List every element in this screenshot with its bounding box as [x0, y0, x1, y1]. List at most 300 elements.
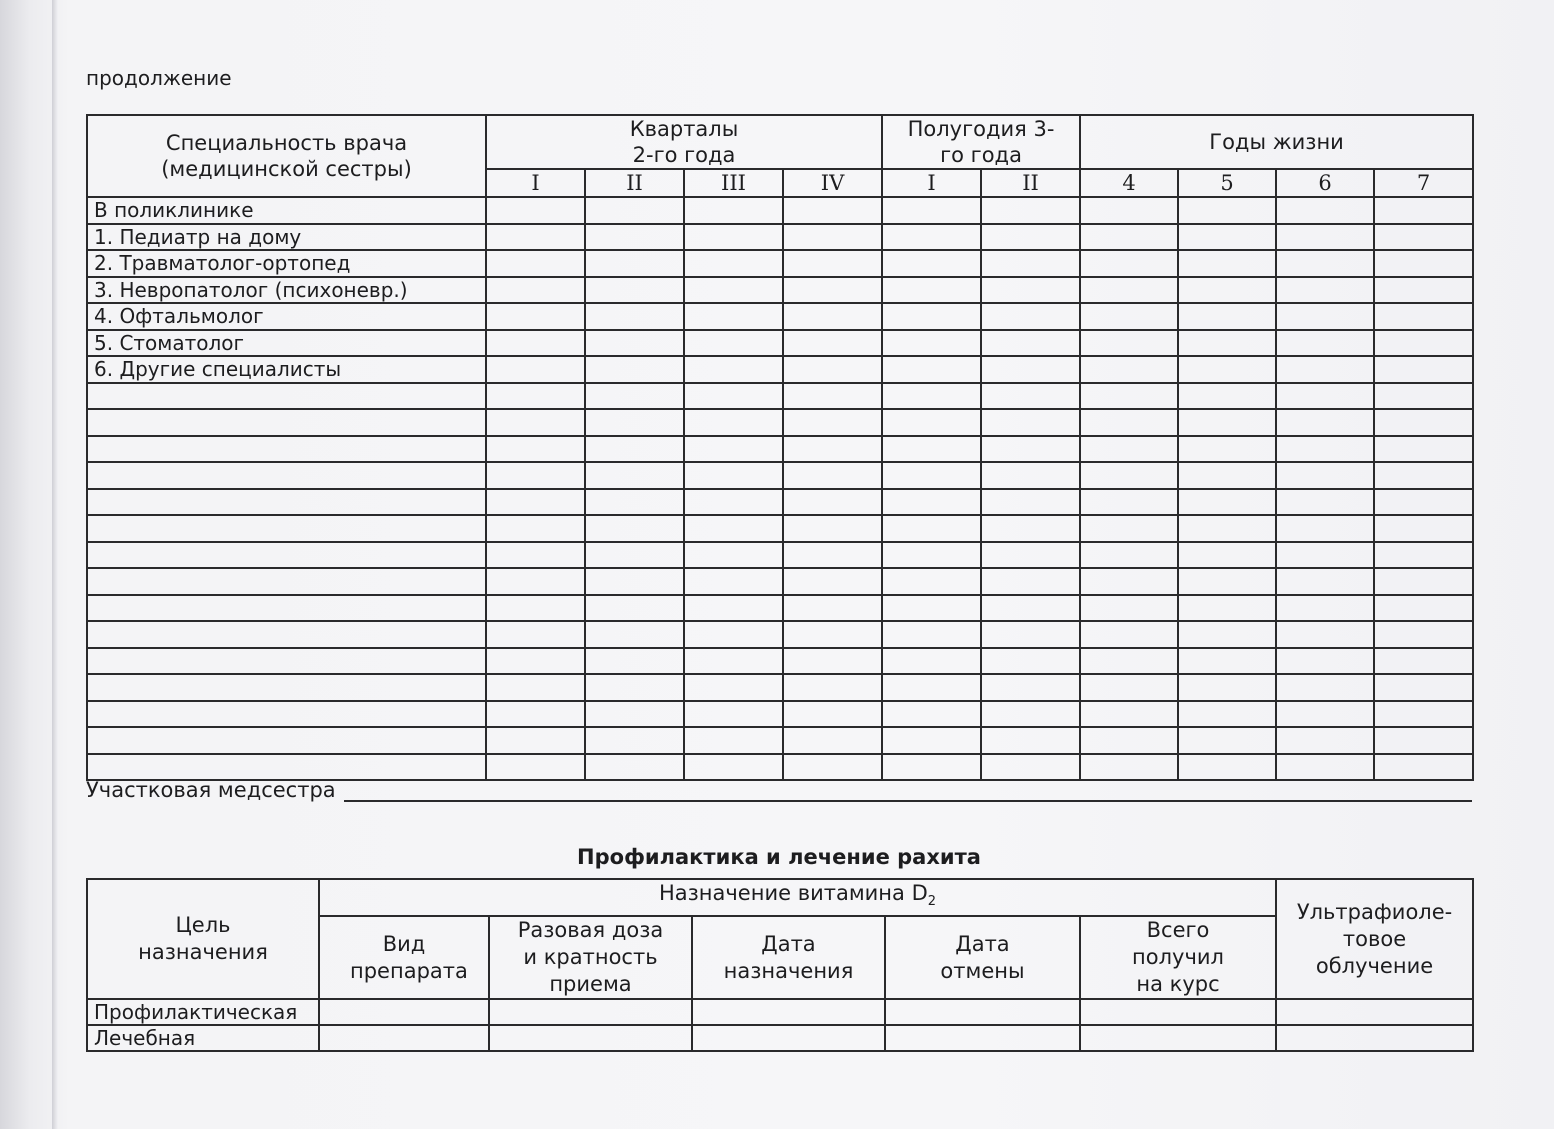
entry-cell[interactable]: [783, 330, 882, 357]
entry-cell[interactable]: [882, 754, 981, 781]
table-row: [87, 462, 1473, 489]
entry-cell[interactable]: [882, 462, 981, 489]
entry-cell[interactable]: [1080, 999, 1276, 1025]
entry-cell[interactable]: [585, 250, 684, 277]
total-header: Всего получил на курс: [1080, 916, 1276, 999]
specialist-name: [87, 383, 486, 410]
entry-cell[interactable]: [319, 1025, 489, 1051]
entry-cell[interactable]: [1178, 568, 1276, 595]
halfyears-header: Полугодия 3-го года: [882, 115, 1080, 169]
entry-cell[interactable]: [1276, 277, 1374, 304]
entry-cell[interactable]: [1374, 250, 1473, 277]
entry-cell[interactable]: [684, 197, 783, 224]
specialist-name: 6. Другие специалисты: [87, 356, 486, 383]
entry-cell[interactable]: [1374, 356, 1473, 383]
entry-cell[interactable]: [1276, 701, 1374, 728]
entry-cell[interactable]: [1374, 303, 1473, 330]
specialist-name: [87, 436, 486, 463]
entry-cell[interactable]: [585, 595, 684, 622]
entry-cell[interactable]: [585, 489, 684, 516]
entry-cell[interactable]: [882, 224, 981, 251]
entry-cell[interactable]: [882, 701, 981, 728]
entry-cell[interactable]: [1178, 250, 1276, 277]
entry-cell[interactable]: [981, 462, 1080, 489]
years-header: Годы жизни: [1080, 115, 1473, 169]
entry-cell[interactable]: [1276, 462, 1374, 489]
entry-cell[interactable]: [1374, 489, 1473, 516]
entry-cell[interactable]: [1178, 383, 1276, 410]
specialist-name: [87, 542, 486, 569]
entry-cell[interactable]: [486, 648, 585, 675]
entry-cell[interactable]: [585, 754, 684, 781]
entry-cell[interactable]: [1080, 330, 1178, 357]
entry-cell[interactable]: [1178, 754, 1276, 781]
entry-cell[interactable]: [885, 1025, 1080, 1051]
entry-cell[interactable]: [684, 701, 783, 728]
entry-cell[interactable]: [981, 754, 1080, 781]
entry-cell[interactable]: [585, 356, 684, 383]
entry-cell[interactable]: [1374, 277, 1473, 304]
entry-cell[interactable]: [1178, 595, 1276, 622]
entry-cell[interactable]: [1374, 595, 1473, 622]
entry-cell[interactable]: [1080, 224, 1178, 251]
entry-cell[interactable]: [981, 648, 1080, 675]
entry-cell[interactable]: [1276, 568, 1374, 595]
entry-cell[interactable]: [585, 383, 684, 410]
entry-cell[interactable]: [585, 674, 684, 701]
entry-cell[interactable]: [1276, 250, 1374, 277]
entry-cell[interactable]: [981, 595, 1080, 622]
specialist-name: [87, 754, 486, 781]
entry-cell[interactable]: [783, 489, 882, 516]
table-row: [87, 568, 1473, 595]
period-header: I: [882, 169, 981, 197]
table-row: [87, 197, 1473, 224]
entry-cell[interactable]: [882, 515, 981, 542]
goal-name: Профилактическая: [87, 999, 319, 1025]
entry-cell[interactable]: [486, 674, 585, 701]
entry-cell[interactable]: [1374, 568, 1473, 595]
table-row: [87, 999, 1473, 1025]
entry-cell[interactable]: [783, 595, 882, 622]
entry-cell[interactable]: [882, 330, 981, 357]
entry-cell[interactable]: [1080, 568, 1178, 595]
table-row: [87, 277, 1473, 304]
specialist-name: [87, 515, 486, 542]
entry-cell[interactable]: [882, 568, 981, 595]
entry-cell[interactable]: [1080, 674, 1178, 701]
entry-cell[interactable]: [981, 542, 1080, 569]
entry-cell[interactable]: [882, 409, 981, 436]
entry-cell[interactable]: [684, 462, 783, 489]
entry-cell[interactable]: [1178, 330, 1276, 357]
entry-cell[interactable]: [882, 542, 981, 569]
entry-cell[interactable]: [783, 542, 882, 569]
entry-cell[interactable]: [1276, 595, 1374, 622]
entry-cell[interactable]: [1374, 330, 1473, 357]
entry-cell[interactable]: [981, 224, 1080, 251]
entry-cell[interactable]: [585, 515, 684, 542]
period-header: 5: [1178, 169, 1276, 197]
entry-cell[interactable]: [1276, 515, 1374, 542]
entry-cell[interactable]: [882, 727, 981, 754]
entry-cell[interactable]: [783, 197, 882, 224]
entry-cell[interactable]: [1374, 515, 1473, 542]
specialist-name: [87, 462, 486, 489]
entry-cell[interactable]: [1080, 436, 1178, 463]
period-header: II: [981, 169, 1080, 197]
specialist-name: В поликлинике: [87, 197, 486, 224]
table-row: [87, 409, 1473, 436]
entry-cell[interactable]: [486, 542, 585, 569]
entry-cell[interactable]: [783, 303, 882, 330]
entry-cell[interactable]: [1178, 621, 1276, 648]
vitamin-subscript: 2: [927, 894, 937, 910]
entry-cell[interactable]: [489, 999, 692, 1025]
entry-cell[interactable]: [684, 383, 783, 410]
table-row: [87, 595, 1473, 622]
entry-cell[interactable]: [882, 436, 981, 463]
table-row: [87, 754, 1473, 781]
entry-cell[interactable]: [981, 489, 1080, 516]
entry-cell[interactable]: [684, 250, 783, 277]
entry-cell[interactable]: [1080, 754, 1178, 781]
entry-cell[interactable]: [1374, 462, 1473, 489]
entry-cell[interactable]: [1080, 727, 1178, 754]
entry-cell[interactable]: [486, 568, 585, 595]
period-header: III: [684, 169, 783, 197]
entry-cell[interactable]: [1080, 515, 1178, 542]
entry-cell[interactable]: [684, 595, 783, 622]
entry-cell[interactable]: [1178, 542, 1276, 569]
table-row: [87, 542, 1473, 569]
entry-cell[interactable]: [684, 303, 783, 330]
entry-cell[interactable]: [783, 674, 882, 701]
entry-cell[interactable]: [1276, 999, 1473, 1025]
entry-cell[interactable]: [585, 277, 684, 304]
entry-cell[interactable]: [1374, 648, 1473, 675]
entry-cell[interactable]: [981, 330, 1080, 357]
entry-cell[interactable]: [486, 754, 585, 781]
table-row: [87, 303, 1473, 330]
entry-cell[interactable]: [486, 409, 585, 436]
table-row: [87, 1025, 1473, 1051]
entry-cell[interactable]: [585, 224, 684, 251]
entry-cell[interactable]: [1178, 515, 1276, 542]
entry-cell[interactable]: [1178, 197, 1276, 224]
book-gutter: [52, 0, 58, 1129]
entry-cell[interactable]: [981, 621, 1080, 648]
entry-cell[interactable]: [585, 568, 684, 595]
entry-cell[interactable]: [882, 489, 981, 516]
entry-cell[interactable]: [1080, 409, 1178, 436]
entry-cell[interactable]: [486, 701, 585, 728]
entry-cell[interactable]: [486, 224, 585, 251]
entry-cell[interactable]: [1080, 277, 1178, 304]
table-row: [87, 330, 1473, 357]
entry-cell[interactable]: [882, 383, 981, 410]
nurse-signature: [86, 778, 1472, 802]
entry-cell[interactable]: [1276, 330, 1374, 357]
rickets-title: Профилактика и лечение рахита: [577, 845, 981, 869]
specialist-name: 5. Стоматолог: [87, 330, 486, 357]
specialists-table: [86, 114, 1474, 781]
entry-cell[interactable]: [882, 303, 981, 330]
entry-cell[interactable]: [692, 1025, 885, 1051]
entry-cell[interactable]: [684, 674, 783, 701]
entry-cell[interactable]: [1276, 224, 1374, 251]
entry-cell[interactable]: [489, 1025, 692, 1051]
entry-cell[interactable]: [1374, 436, 1473, 463]
entry-cell[interactable]: [882, 250, 981, 277]
specialty-header: Специальность врача (медицинской сестры): [87, 115, 486, 197]
entry-cell[interactable]: [981, 515, 1080, 542]
entry-cell[interactable]: [486, 356, 585, 383]
entry-cell[interactable]: [1178, 303, 1276, 330]
entry-cell[interactable]: [1276, 542, 1374, 569]
entry-cell[interactable]: [1374, 224, 1473, 251]
entry-cell[interactable]: [783, 356, 882, 383]
date-start-header: Дата назначения: [692, 916, 885, 999]
entry-cell[interactable]: [684, 409, 783, 436]
entry-cell[interactable]: [486, 197, 585, 224]
entry-cell[interactable]: [1080, 648, 1178, 675]
table-row: [87, 224, 1473, 251]
entry-cell[interactable]: [1276, 754, 1374, 781]
entry-cell[interactable]: [1178, 648, 1276, 675]
entry-cell[interactable]: [1178, 436, 1276, 463]
entry-cell[interactable]: [981, 409, 1080, 436]
entry-cell[interactable]: [585, 542, 684, 569]
table-row: [87, 621, 1473, 648]
entry-cell[interactable]: [585, 462, 684, 489]
entry-cell[interactable]: [486, 250, 585, 277]
entry-cell[interactable]: [981, 277, 1080, 304]
entry-cell[interactable]: [783, 621, 882, 648]
entry-cell[interactable]: [486, 277, 585, 304]
entry-cell[interactable]: [585, 436, 684, 463]
entry-cell[interactable]: [783, 754, 882, 781]
entry-cell[interactable]: [1178, 727, 1276, 754]
entry-cell[interactable]: [684, 330, 783, 357]
table-row: [87, 515, 1473, 542]
specialist-name: [87, 595, 486, 622]
entry-cell[interactable]: [1276, 489, 1374, 516]
entry-cell[interactable]: [1374, 674, 1473, 701]
entry-cell[interactable]: [783, 515, 882, 542]
drug-header: Вид препарата: [319, 916, 489, 999]
entry-cell[interactable]: [783, 250, 882, 277]
entry-cell[interactable]: [1276, 303, 1374, 330]
entry-cell[interactable]: [684, 277, 783, 304]
entry-cell[interactable]: [1080, 462, 1178, 489]
period-header: IV: [783, 169, 882, 197]
entry-cell[interactable]: [684, 489, 783, 516]
specialist-name: 2. Травматолог-ортопед: [87, 250, 486, 277]
entry-cell[interactable]: [692, 999, 885, 1025]
entry-cell[interactable]: [981, 197, 1080, 224]
entry-cell[interactable]: [1276, 648, 1374, 675]
entry-cell[interactable]: [783, 462, 882, 489]
entry-cell[interactable]: [1374, 197, 1473, 224]
entry-cell[interactable]: [486, 383, 585, 410]
entry-cell[interactable]: [981, 568, 1080, 595]
entry-cell[interactable]: [1178, 409, 1276, 436]
dose-header: Разовая доза и кратность приема: [489, 916, 692, 999]
entry-cell[interactable]: [1276, 621, 1374, 648]
goal-name: Лечебная: [87, 1025, 319, 1051]
entry-cell[interactable]: [486, 595, 585, 622]
specialist-name: [87, 568, 486, 595]
entry-cell[interactable]: [684, 621, 783, 648]
table-row: [87, 356, 1473, 383]
specialist-name: 4. Офтальмолог: [87, 303, 486, 330]
period-header: I: [486, 169, 585, 197]
entry-cell[interactable]: [1276, 197, 1374, 224]
entry-cell[interactable]: [981, 727, 1080, 754]
entry-cell[interactable]: [1178, 356, 1276, 383]
period-header: 4: [1080, 169, 1178, 197]
entry-cell[interactable]: [981, 436, 1080, 463]
entry-cell[interactable]: [1374, 727, 1473, 754]
specialist-name: [87, 648, 486, 675]
entry-cell[interactable]: [783, 727, 882, 754]
entry-cell[interactable]: [1080, 303, 1178, 330]
entry-cell[interactable]: [1178, 224, 1276, 251]
entry-cell[interactable]: [585, 197, 684, 224]
entry-cell[interactable]: [684, 542, 783, 569]
entry-cell[interactable]: [319, 999, 489, 1025]
entry-cell[interactable]: [1276, 1025, 1473, 1051]
entry-cell[interactable]: [585, 330, 684, 357]
entry-cell[interactable]: [1374, 701, 1473, 728]
specialist-name: 3. Невропатолог (психоневр.): [87, 277, 486, 304]
entry-cell[interactable]: [1276, 674, 1374, 701]
entry-cell[interactable]: [1080, 701, 1178, 728]
entry-cell[interactable]: [882, 621, 981, 648]
entry-cell[interactable]: [684, 515, 783, 542]
entry-cell[interactable]: [1374, 621, 1473, 648]
entry-cell[interactable]: [1374, 409, 1473, 436]
entry-cell[interactable]: [585, 621, 684, 648]
entry-cell[interactable]: [783, 409, 882, 436]
entry-cell[interactable]: [882, 277, 981, 304]
entry-cell[interactable]: [882, 356, 981, 383]
table-row: [87, 674, 1473, 701]
entry-cell[interactable]: [882, 648, 981, 675]
entry-cell[interactable]: [684, 568, 783, 595]
entry-cell[interactable]: [783, 277, 882, 304]
entry-cell[interactable]: [882, 595, 981, 622]
entry-cell[interactable]: [783, 383, 882, 410]
entry-cell[interactable]: [585, 409, 684, 436]
specialist-name: 1. Педиатр на дому: [87, 224, 486, 251]
table-row: [87, 489, 1473, 516]
rickets-table: [86, 878, 1474, 1052]
entry-cell[interactable]: [1178, 277, 1276, 304]
entry-cell[interactable]: [1276, 356, 1374, 383]
entry-cell[interactable]: [486, 489, 585, 516]
entry-cell[interactable]: [1276, 409, 1374, 436]
entry-cell[interactable]: [882, 197, 981, 224]
period-header: II: [585, 169, 684, 197]
entry-cell[interactable]: [1276, 727, 1374, 754]
entry-cell[interactable]: [981, 383, 1080, 410]
entry-cell[interactable]: [1178, 489, 1276, 516]
entry-cell[interactable]: [783, 701, 882, 728]
entry-cell[interactable]: [486, 621, 585, 648]
entry-cell[interactable]: [684, 727, 783, 754]
specialist-name: [87, 701, 486, 728]
entry-cell[interactable]: [981, 250, 1080, 277]
entry-cell[interactable]: [1080, 489, 1178, 516]
entry-cell[interactable]: [1374, 542, 1473, 569]
entry-cell[interactable]: [882, 674, 981, 701]
entry-cell[interactable]: [486, 727, 585, 754]
entry-cell[interactable]: [783, 568, 882, 595]
specialist-name: [87, 409, 486, 436]
entry-cell[interactable]: [486, 330, 585, 357]
entry-cell[interactable]: [1080, 356, 1178, 383]
specialist-name: [87, 621, 486, 648]
continued-label: продолжение: [86, 66, 232, 90]
entry-cell[interactable]: [885, 999, 1080, 1025]
entry-cell[interactable]: [981, 674, 1080, 701]
entry-cell[interactable]: [585, 727, 684, 754]
entry-cell[interactable]: [1178, 674, 1276, 701]
entry-cell[interactable]: [684, 436, 783, 463]
entry-cell[interactable]: [1276, 436, 1374, 463]
entry-cell[interactable]: [684, 356, 783, 383]
entry-cell[interactable]: [981, 303, 1080, 330]
vitamin-header-text: Назначение витамина D: [658, 881, 928, 905]
entry-cell[interactable]: [783, 648, 882, 675]
date-end-header: Дата отмены: [885, 916, 1080, 999]
entry-cell[interactable]: [1080, 1025, 1276, 1051]
entry-cell[interactable]: [1178, 462, 1276, 489]
entry-cell[interactable]: [1276, 383, 1374, 410]
entry-cell[interactable]: [1080, 383, 1178, 410]
entry-cell[interactable]: [981, 356, 1080, 383]
entry-cell[interactable]: [1080, 621, 1178, 648]
entry-cell[interactable]: [783, 436, 882, 463]
entry-cell[interactable]: [1080, 542, 1178, 569]
uv-header: Ультрафиоле-товое облучение: [1276, 879, 1473, 999]
signature-line: [344, 778, 1472, 802]
entry-cell[interactable]: [1080, 595, 1178, 622]
table-row: [87, 250, 1473, 277]
entry-cell[interactable]: [684, 224, 783, 251]
entry-cell[interactable]: [486, 462, 585, 489]
entry-cell[interactable]: [1374, 754, 1473, 781]
entry-cell[interactable]: [684, 648, 783, 675]
entry-cell[interactable]: [783, 224, 882, 251]
entry-cell[interactable]: [981, 701, 1080, 728]
entry-cell[interactable]: [585, 303, 684, 330]
entry-cell[interactable]: [684, 754, 783, 781]
entry-cell[interactable]: [585, 648, 684, 675]
entry-cell[interactable]: [1080, 197, 1178, 224]
period-header: 7: [1374, 169, 1473, 197]
entry-cell[interactable]: [486, 303, 585, 330]
entry-cell[interactable]: [1374, 383, 1473, 410]
entry-cell[interactable]: [486, 515, 585, 542]
entry-cell[interactable]: [486, 436, 585, 463]
entry-cell[interactable]: [585, 701, 684, 728]
entry-cell[interactable]: [1178, 701, 1276, 728]
entry-cell[interactable]: [1080, 250, 1178, 277]
table-row: [87, 701, 1473, 728]
